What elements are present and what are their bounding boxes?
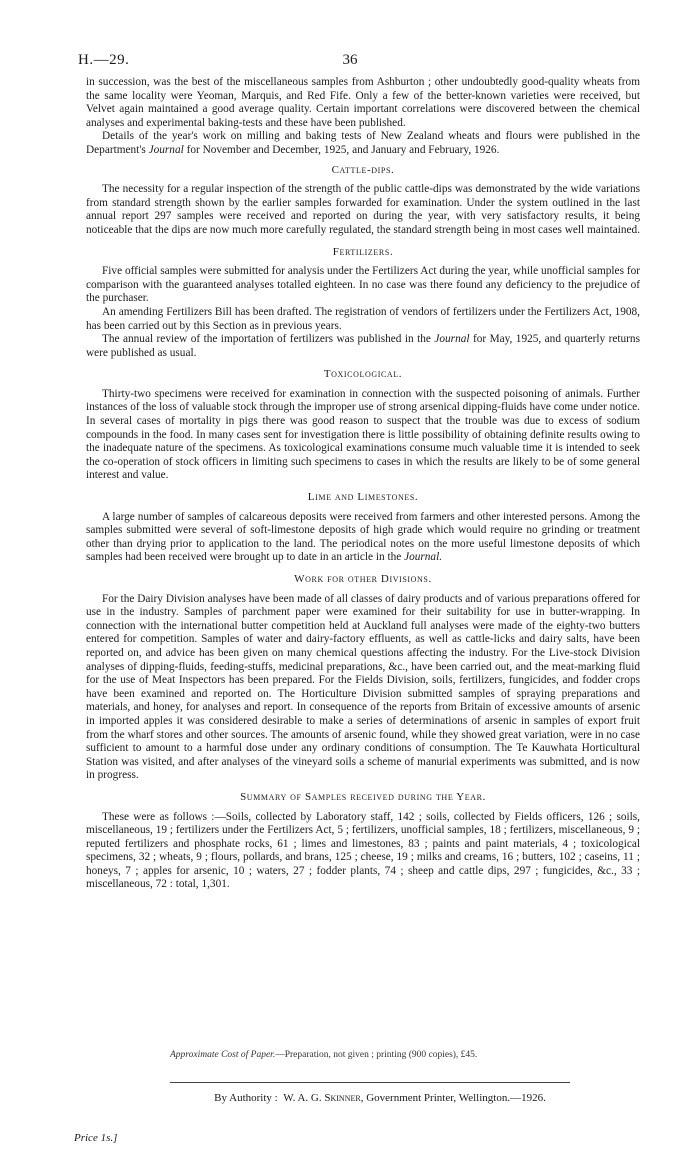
section-heading-summary: Summary of Samples received during the Year. [240, 790, 486, 803]
intro-details-paragraph [86, 130, 640, 157]
section-heading-fertilizers: Fertilizers. [332, 245, 394, 258]
authority-line [170, 1092, 590, 1104]
text-run: The annual review of the importation of fertilizers was published in the [102, 333, 431, 346]
lime-paragraph [86, 511, 640, 565]
authority-label: By Authority : [214, 1092, 278, 1104]
journal-title: Journal [148, 143, 184, 156]
fertilizers-paragraph-2: An amending Fertilizers Bill has been drafted. The registration of vendors of fertilizers under the Fertilizers Act, 1908, has been carried out by this Section as in previous years. [86, 305, 640, 332]
fertilizers-paragraph-1: Five official samples were submitted for analysis under the Fertilizers Act during the year, while unofficial samples for comparison with the guaranteed analyses totalled eighteen. In no case was there found any deficiency to the prejudice of the purchaser. [86, 265, 640, 305]
report-reference: H.—29. [78, 52, 130, 68]
journal-title: Journal. [404, 551, 443, 564]
fertilizers-paragraph-3 [86, 333, 640, 360]
cost-of-paper-line [170, 1050, 570, 1060]
summary-paragraph: These were as follows :—Soils, collected by Laboratory staff, 142 ; soils, collected by Fields officers, 126 ; soils, miscellaneous, 19 ; fertilizers under the Fertilizers Act, 5 ; fertilizers, unofficial samples, 18 ; fertilizers, miscellaneous, 9 ; reputed fertilizers and phosphate rocks, 61 ; limes and limestones, 83 ; paints and paint materials, 4 ; toxicological specimens, 32 ; wheats, 9 ; flours, pollards, and brans, 125 ; cheese, 19 ; milks and creams, 16 ; butters, 102 ; caseins, 11 ; honeys, 7 ; apples for arsenic, 10 ; waters, 27 ; fodder plants, 74 ; sheep and cattle dips, 297 ; fungicides, &c., 33 ; miscellaneous, 72 : total, 1,301. [86, 810, 640, 891]
text-run: Details of the year's work on milling and baking tests of New Zealand wheats and flours were published in the Department's [86, 130, 640, 156]
other-divisions-paragraph: For the Dairy Division analyses have been made of all classes of dairy products and of various preparations offered for use in the industry. Samples of parchment paper were examined for their suitability for use in butter-wrapping. In connection with the international butter competition held at Auckland full analyses were made of the eighty-two butters entered for competition. Samples of water and dairy-factory effluents, as well as cattle-licks and dairy salts, have been reported on, and advice has been given on many chemical questions affecting the industry. For the Live-stock Division analyses of dipping-fluids, feeding-stuffs, medicinal preparations, &c., have been carried out, and the meat-marking fluid for the use of Meat Inspectors has been prepared. For the Fields Division, soils, fertilizers, fungicides, and fodder crops have been examined and reported on. The Horticulture Division submitted samples of spraying preparations and materials, and honey, for analyses and report. In consequence of the reports from Britain of excessive amounts of arsenic in imported apples it was considered desirable to make a series of determinations of arsenic in samples of export fruit from the wharf stores and other sources. The amounts of arsenic found, while they showed great variation, were in no case sufficient to amount to a harmful dose under any ordinary conditions of consumption. The Te Kauwhata Horticultural Station was visited, and after analyses of the vineyard soils a scheme of manurial experiments was submitted, and is now in progress. [86, 592, 640, 782]
section-heading-toxicological: Toxicological. [323, 368, 403, 381]
printer-location: Government Printer, Wellington.—1926. [366, 1092, 546, 1104]
section-heading-lime: Lime and Limestones. [307, 491, 419, 504]
document-body [86, 76, 640, 892]
text-run: for May, 1925, and quarterly returns were published as usual. [86, 333, 640, 359]
cattle-dips-paragraph: The necessity for a regular inspection of the strength of the public cattle-dips was demonstrated by the wide variations from standard strength shown by the earlier samples forwarded for examination. Under the system outlined in the last annual report 297 samples were received and reported on during the year, with very satisfactory results, it being noticeable that the dips are now much more carefully regulated, the standard strength being in most cases well maintained. [86, 183, 640, 236]
text-run: for November and December, 1925, and January and February, 1926. [186, 143, 500, 156]
cost-label: Approximate Cost of Paper. [170, 1050, 276, 1060]
toxicological-paragraph: Thirty-two specimens were received for examination in connection with the suspected poisoning of animals. Further instances of the loss of valuable stock through the improper use of strong arsenical dipping-fluids have come under notice. In several cases of mortality in pigs there was good reason to suspect that the trouble was due to excess of sodium compounds in the food. In many cases sent for investigation there is little possibility of obtaining definite results owing to the inadequate nature of the specimens. As toxicological examinations consume much valuable time it is intended to seek the co-operation of stock officers in limiting such specimens to cases in which the results are likely to be of some general interest and value. [86, 387, 640, 482]
intro-paragraph: in succession, was the best of the miscellaneous samples from Ashburton ; other undoubtedly good-quality wheats from the same locality were Yeoman, Marquis, and Red Fife. Only a few of the better-known varieties were received, but Velvet again maintained a good average quality. Certain important correlations were discovered between the chemical analyses and experimental baking-tests and these have been published. [86, 76, 640, 129]
page-number: 36 [342, 52, 358, 68]
cost-details: —Preparation, not given ; printing (900 copies), £45. [275, 1050, 478, 1060]
printer-name: W. A. G. Skinner, [283, 1092, 364, 1104]
journal-title: Journal [434, 333, 470, 346]
footer-divider [170, 1082, 570, 1083]
text-run: A large number of samples of calcareous deposits were received from farmers and other interested persons. Among the samples submitted were several of soft-limestone deposits of high grade which would require no grinding or treatment other than drying prior to application to the land. The periodical notes on the more useful limestone deposits of which samples had been received were brought up to date in an article in the [86, 510, 640, 564]
section-heading-cattle-dips: Cattle-dips. [331, 163, 395, 176]
section-heading-other-divisions: Work for other Divisions. [294, 573, 432, 585]
price-label: Price 1s.] [74, 1132, 118, 1144]
